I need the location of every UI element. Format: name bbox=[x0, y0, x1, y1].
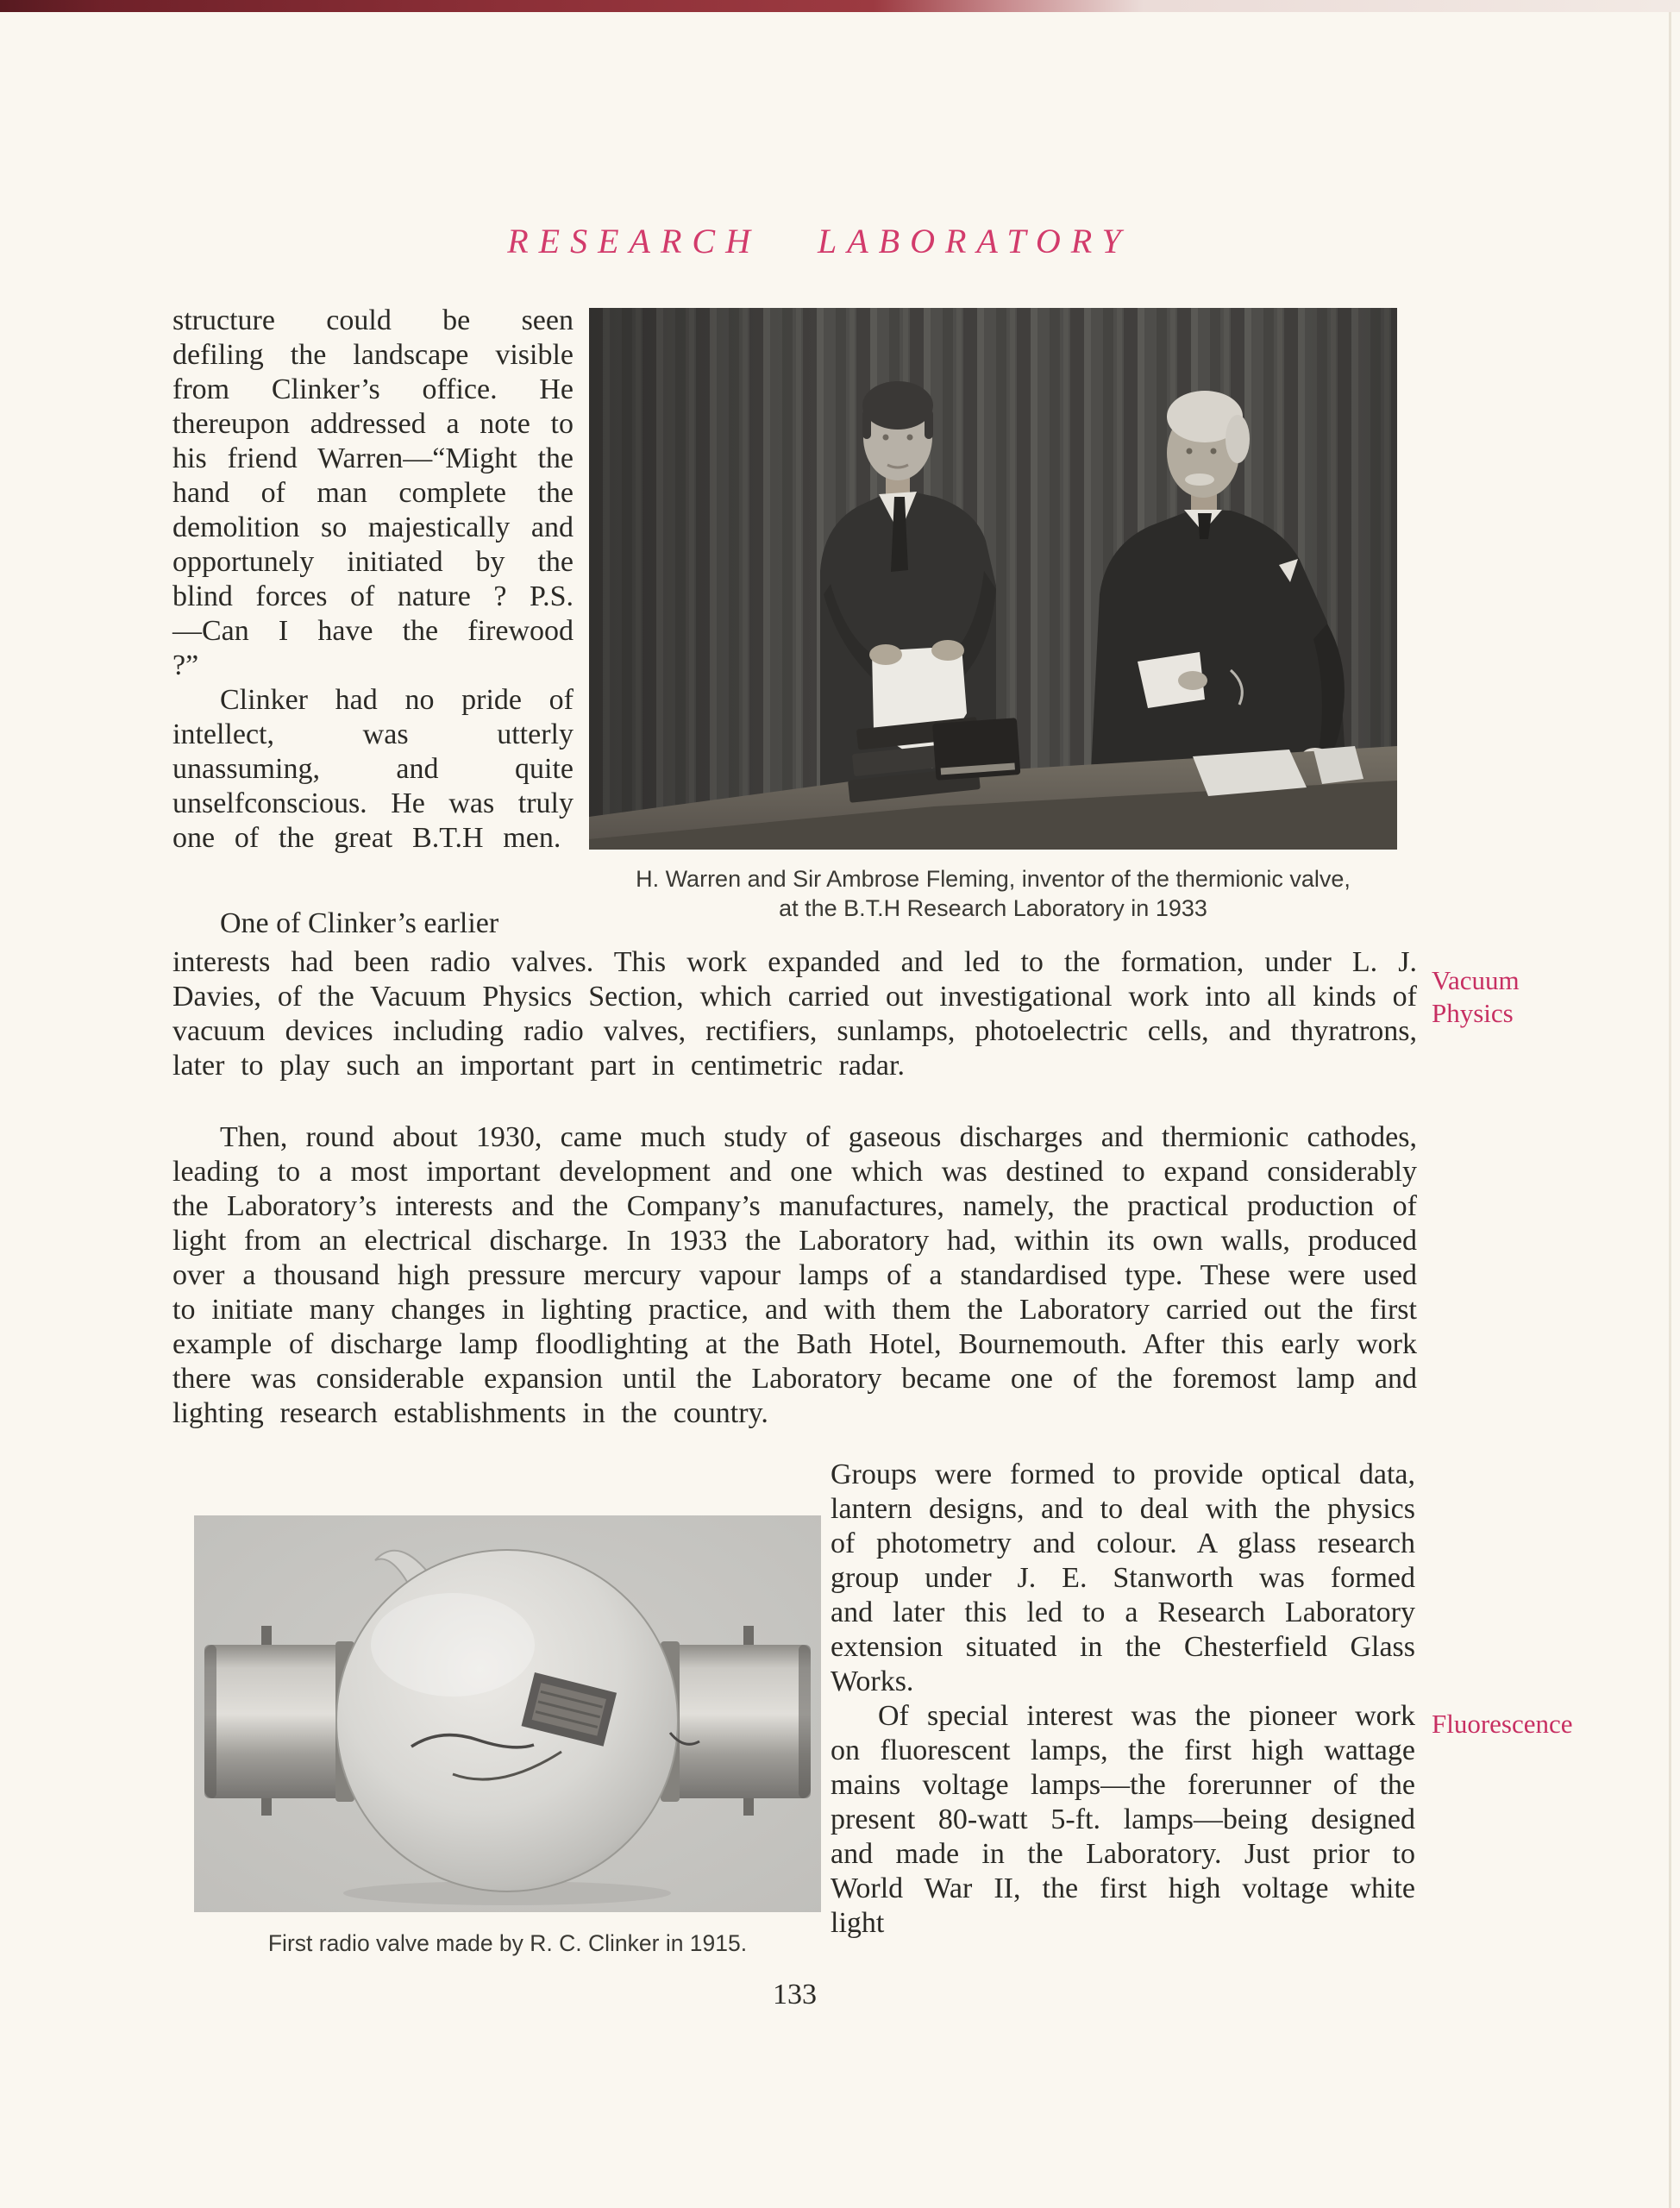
left-column bbox=[172, 304, 574, 856]
caption-line: at the B.T.H Research Laboratory in 1933 bbox=[779, 895, 1207, 921]
figure-caption-warren-fleming bbox=[589, 864, 1397, 923]
warren-fleming-photo-art bbox=[589, 308, 1397, 850]
radio-valve-photo-art bbox=[194, 1515, 821, 1912]
caption-line: H. Warren and Sir Ambrose Fleming, inventor of the thermionic valve, bbox=[636, 866, 1351, 892]
paragraph: Of special interest was the pioneer work on fluorescent lamps, the first high wattage mains voltage lamps—the forerunner of the present 80-watt 5-ft. lamps—being designed and made in the Laboratory. Just prior to World War II, the first high voltage white light bbox=[831, 1700, 1415, 1939]
paragraph-vacuum-physics: interests had been radio valves. This work expanded and led to the formation, under L. J. Davies, of the Vacuum Physics Section, which carried out investigational work into all kinds of vacuum devices including radio valves, rectifiers, sunlamps, photoelectric cells, and thyratrons, later to play such an important part in centimetric radar. bbox=[172, 946, 1417, 1082]
page-number: 133 bbox=[773, 1979, 817, 2010]
figure-warren-fleming-photo bbox=[589, 308, 1397, 850]
paragraph: Clinker had no pride of intellect, was utterly unassuming, and quite unselfconscious. He was truly one of the great B.T.H men. bbox=[172, 684, 574, 854]
margin-note-line: Physics bbox=[1432, 998, 1514, 1028]
valve-right-cap bbox=[661, 1626, 811, 1816]
page-edge-shadow bbox=[1669, 12, 1671, 2208]
figure-caption-radio-valve: First radio valve made by R. C. Clinker in 1915. bbox=[267, 1930, 748, 1956]
paragraph-discharge-lamps: Then, round about 1930, came much study of gaseous discharges and thermionic cathodes, leading to a most important development and one which was destined to expand considerably the Laboratory’s interests and the Company’s manufactures, namely, the practical production of light from an electrical discharge. In 1933 the Laboratory had, within its own walls, produced over a thousand high pressure mercury vapour lamps of a standardised type. These were used to initiate many changes in lighting practice, and with them the Laboratory carried out the first example of discharge lamp floodlighting at the Bath Hotel, Bournemouth. After this early work there was considerable expansion until the Laboratory became one of the foremost lamp and lighting research establishments in the country. bbox=[172, 1121, 1417, 1429]
running-head: RESEARCH LABORATORY bbox=[507, 222, 1131, 260]
margin-note-fluorescence: Fluorescence bbox=[1432, 1709, 1573, 1739]
paragraph: Groups were formed to provide optical data, lantern designs, and to deal with the physics of photometry and colour. A glass research group under J. E. Stanworth was formed and later this led to a Research Laboratory extension situated in the Chesterfield Glass Works. bbox=[831, 1458, 1415, 1697]
book-spine-edge bbox=[0, 0, 1680, 12]
margin-note-vacuum-physics bbox=[1432, 964, 1673, 1030]
right-column bbox=[831, 1458, 1415, 1941]
figure-radio-valve-photo bbox=[194, 1515, 821, 1912]
margin-note-line: Vacuum bbox=[1432, 965, 1520, 995]
paragraph: structure could be seen defiling the landscape visible from Clinker’s office. He thereupon addressed a note to his friend Warren—“Might the hand of man complete the demolition so majestically and opportunely initiated by the blind forces of nature ? P.S.—Can I have the firewood ?” bbox=[172, 304, 574, 681]
paragraph-lead-line: One of Clinker’s earlier bbox=[220, 907, 499, 939]
valve-left-cap bbox=[204, 1626, 354, 1816]
